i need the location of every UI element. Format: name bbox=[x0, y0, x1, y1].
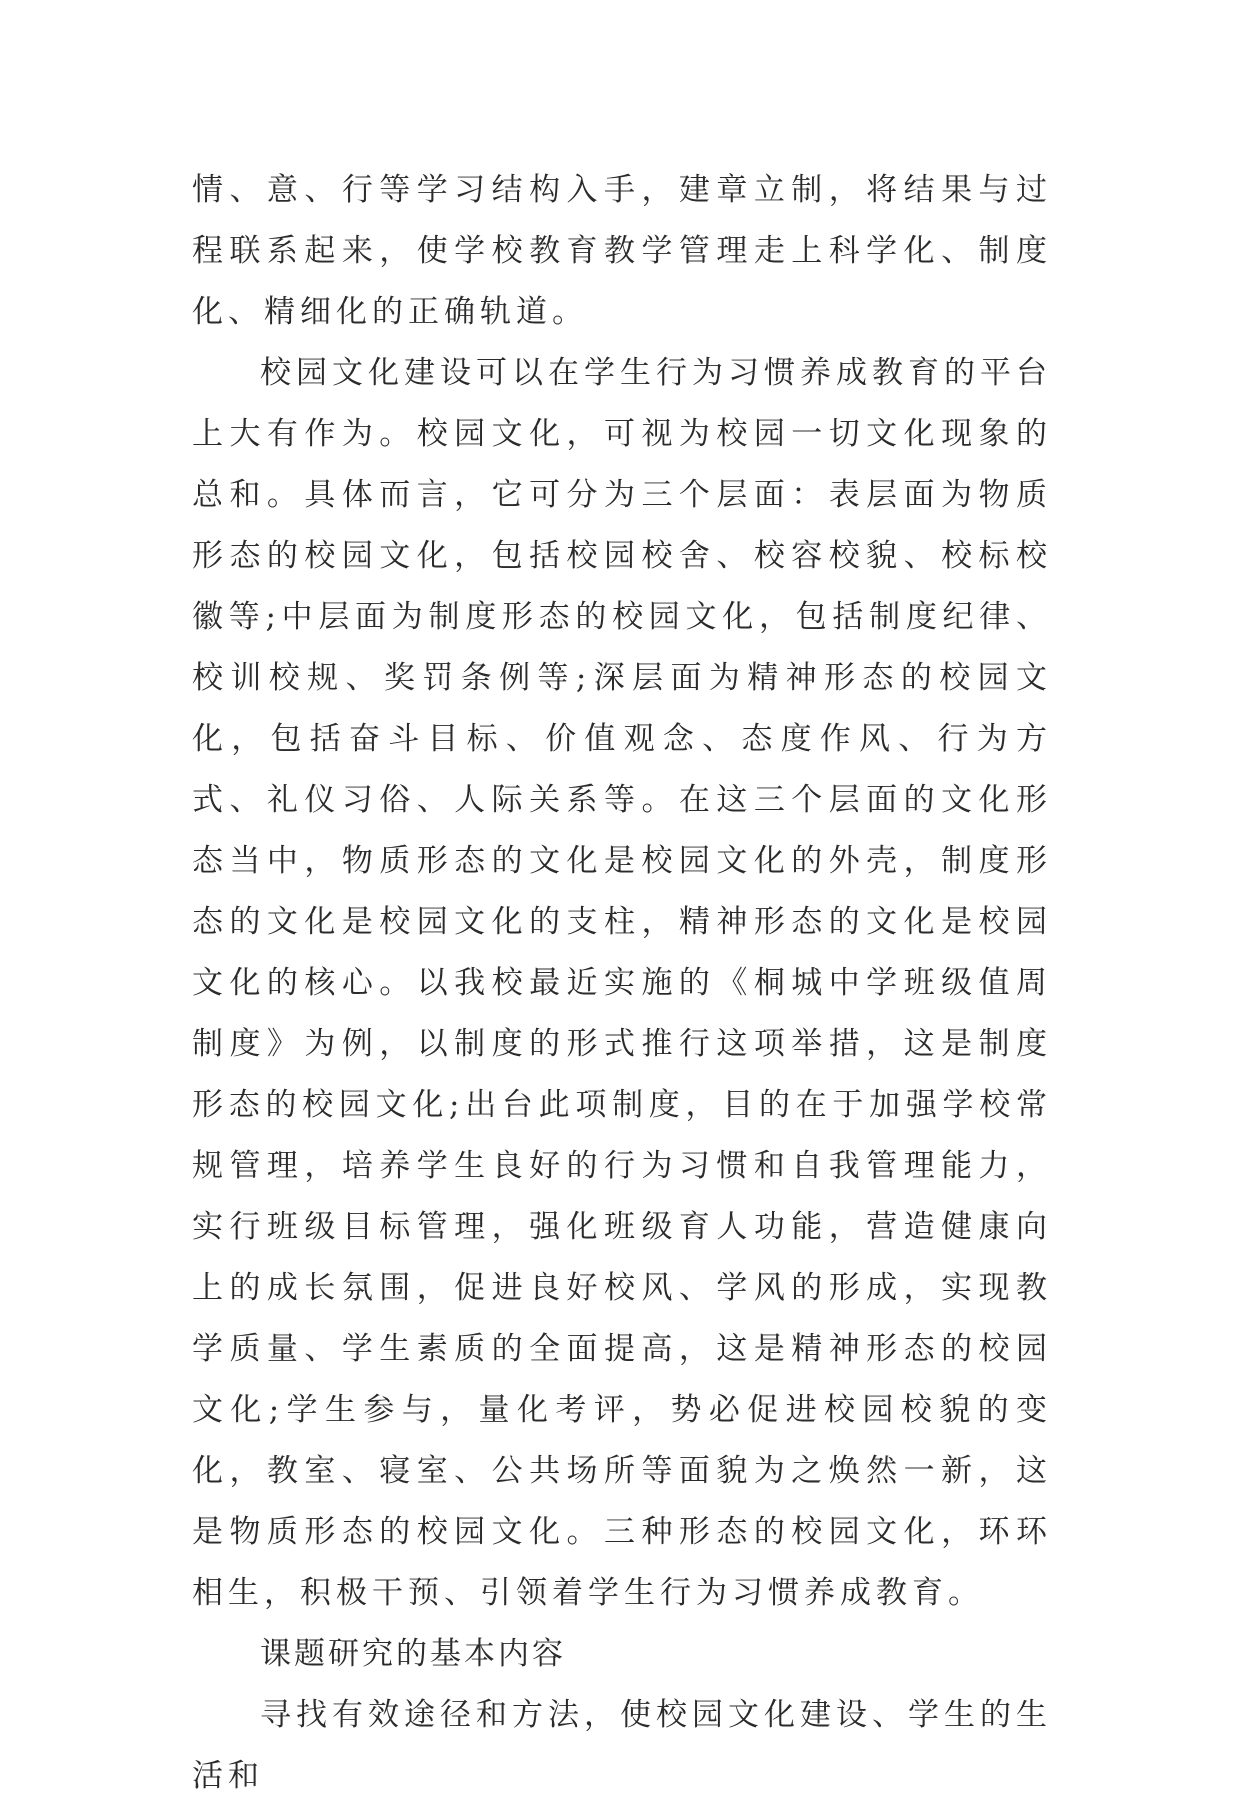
paragraph-3: 寻找有效途径和方法，使校园文化建设、学生的生活和 bbox=[192, 1697, 1052, 1794]
document-body bbox=[192, 160, 1052, 1807]
section-heading: 课题研究的基本内容 bbox=[260, 1636, 566, 1672]
paragraph-2: 校园文化建设可以在学生行为习惯养成教育的平台上大有作为。校园文化，可视为校园一切文化现象的总和。具体而言，它可分为三个层面：表层面为物质形态的校园文化，包括校园校舍、校容校貌、校标校徽等;中层面为制度形态的校园文化，包括制度纪律、校训校规、奖罚条例等;深层面为精神形态的校园文化，包括奋斗目标、价值观念、态度作风、行为方式、礼仪习俗、人际关系等。在这三个层面的文化形态当中，物质形态的文化是校园文化的外壳，制度形态的文化是校园文化的支柱，精神形态的文化是校园文化的核心。以我校最近实施的《桐城中学班级值周制度》为例，以制度的形式推行这项举措，这是制度形态的校园文化;出台此项制度，目的在于加强学校常规管理，培养学生良好的行为习惯和自我管理能力，实行班级目标管理，强化班级育人功能，营造健康向上的成长氛围，促进良好校风、学风的形成，实现教学质量、学生素质的全面提高，这是精神形态的校园文化;学生参与，量化考评，势必促进校园校貌的变化，教室、寝室、公共场所等面貌为之焕然一新，这是物质形态的校园文化。三种形态的校园文化，环环相生，积极干预、引领着学生行为习惯养成教育。 bbox=[192, 355, 1052, 1611]
paragraph-1: 情、意、行等学习结构入手，建章立制，将结果与过程联系起来，使学校教育教学管理走上科学化、制度化、精细化的正确轨道。 bbox=[192, 172, 1052, 330]
